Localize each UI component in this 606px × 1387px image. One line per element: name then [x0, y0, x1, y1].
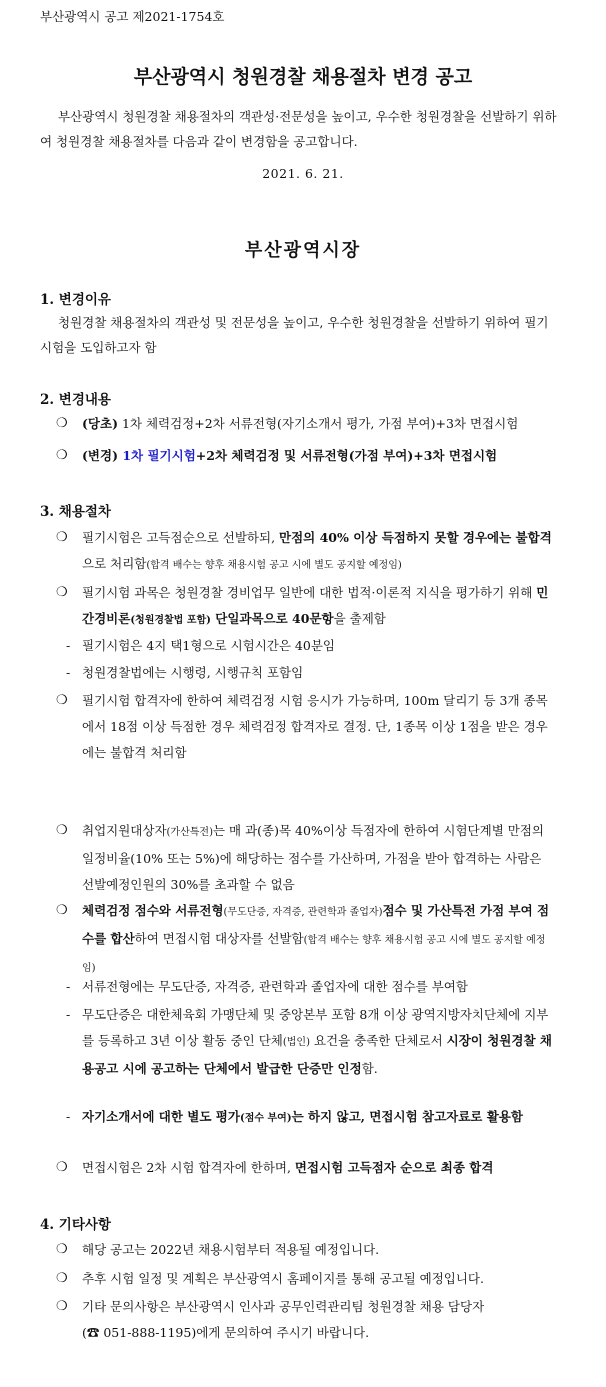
- b6-text-bold: 면접시험 고득점자 순으로 최종 합격: [294, 1160, 494, 1175]
- after-highlight: 1차 필기시험: [122, 448, 196, 463]
- procedure-bullet-1: [56, 525, 556, 579]
- b5-text-a: 체력검정 점수와 서류전형: [82, 903, 224, 918]
- b5-note-2: (합격 배수는 향후 채용시험 공고 시에 별도 공지할 예정임): [82, 935, 546, 974]
- b5-text-c: 점수 및 가산특전 가점 부여 점수를 합산: [82, 903, 550, 946]
- procedure-bullet-4: [56, 818, 556, 898]
- intro-paragraph: [40, 104, 566, 154]
- b2-question-count: 단일과목으로 40문항: [210, 611, 334, 626]
- d5-note: (점수 부여): [239, 1113, 292, 1124]
- b4-text-a: 취업지원대상자: [82, 823, 167, 838]
- b2-text-a: 필기시험 과목은 청원경찰 경비업무 일반에 대한 법적·이론적 지식을 평가하기 위해: [82, 585, 537, 600]
- dash-icon: -: [66, 979, 71, 994]
- b4-text-c: 는 매 과(종)목 40%이상 득점자에 한하여 시험단계별 만점의 일정비율(10% 또는 5%)에 해당하는 점수를 가산하며, 가점을 받아 합격하는 사람은 선발예정인원의 30%를 초과할 수 없음: [82, 823, 544, 892]
- change-before-item: [56, 411, 556, 437]
- bullet-icon: ❍: [56, 1160, 68, 1175]
- misc-bullet-3: [56, 1294, 556, 1346]
- b4-note: (가산특전): [166, 827, 213, 838]
- section-1-heading: 1. 변경이유: [40, 292, 111, 308]
- procedure-bullet-2: [56, 580, 556, 634]
- procedure-dash-1: [66, 633, 556, 659]
- section-2-heading: 2. 변경내용: [40, 392, 111, 408]
- dash-1-text: 필기시험은 4지 택1형으로 시험시간은 40분임: [82, 638, 335, 653]
- b5-note: (무도단증, 자격증, 관련학과 졸업자): [223, 907, 383, 918]
- bullet-icon: ❍: [56, 448, 68, 463]
- bullet-icon: ❍: [56, 585, 68, 600]
- b3-text: 필기시험 합격자에 한하여 체력검정 시험 응시가 가능하며, 100m 달리기 등 3개 종목에서 18점 이상 득점한 경우 체력검정 합격자로 결정. 단, 1종목 이상 1점을 받은 경우에는 불합격 처리함: [82, 693, 548, 760]
- dash-icon: -: [66, 665, 71, 680]
- misc-3-text-a: 기타 문의사항은 부산광역시 인사과 공무인력관리팀 청원경찰 채용 담당자: [82, 1299, 485, 1314]
- procedure-dash-3: [66, 974, 556, 1000]
- dash-icon: -: [66, 1007, 71, 1022]
- bullet-icon: ❍: [56, 1299, 68, 1314]
- b6-text-a: 면접시험은 2차 시험 합격자에 한하며,: [82, 1160, 295, 1175]
- d4-text-e: 함.: [361, 1061, 378, 1076]
- issuer-name: 부산광역시장: [244, 240, 362, 261]
- after-text: +2차 체력검정 및 서류전형(가점 부여)+3차 면접시험: [195, 448, 498, 463]
- document-title: 부산광역시 청원경찰 채용절차 변경 공고: [133, 66, 473, 88]
- after-label: (변경): [82, 448, 123, 463]
- section-1-text: 청원경찰 채용절차의 객관성 및 전문성을 높이고, 우수한 청원경찰을 선발하기 위하여 필기시험을 도입하고자 함: [40, 315, 549, 355]
- misc-3-contact: (☎ 051-888-1195)에게 문의하여 주시기 바랍니다.: [82, 1325, 370, 1340]
- intro-text: 부산광역시 청원경찰 채용절차의 객관성·전문성을 높이고, 우수한 청원경찰을 선발하기 위하여 청원경찰 채용절차를 다음과 같이 변경함을 공고합니다.: [40, 109, 557, 149]
- before-label: (당초): [82, 416, 118, 431]
- bullet-icon: ❍: [56, 903, 68, 918]
- b1-note: (합격 배수는 향후 채용시험 공고 시에 별도 공지할 예정임): [146, 560, 402, 571]
- announcement-date: 2021. 6. 21.: [262, 166, 344, 181]
- d4-text-a: 무도단증은 대한체육회 가맹단체 및 중앙본부 포함 8개 이상 광역지방자치단체에 지부를 등록하고 3년 이상 활동 중인 단체: [82, 1007, 549, 1048]
- d5-text-a: 자기소개서에 대한 별도 평가: [82, 1109, 240, 1124]
- b2-subject-note: (청원경찰법 포함): [130, 615, 211, 626]
- b5-text-d: 하여 면접시험 대상자를 선발함: [134, 931, 304, 946]
- d4-text-bold: 시장이 청원경찰 채용공고 시에 공고하는 단체에서 발급한 단증만 인정: [82, 1033, 552, 1076]
- document-number: 부산광역시 공고 제2021-1754호: [40, 9, 225, 24]
- dash-2-text: 청원경찰법에는 시행령, 시행규칙 포함임: [82, 665, 304, 680]
- bullet-icon: ❍: [56, 416, 68, 431]
- b1-text-bold: 만점의 40% 이상 득점하지 못할 경우에는 불합격: [279, 530, 552, 545]
- procedure-dash-2: [66, 660, 556, 686]
- section-4-heading: 4. 기타사항: [40, 1217, 111, 1233]
- dash-icon: -: [66, 638, 71, 653]
- before-text: 1차 체력검정+2차 서류전형(자기소개서 평가, 가점 부여)+3차 면접시험: [117, 416, 519, 431]
- dash-3-text: 서류전형에는 무도단증, 자격증, 관련학과 졸업자에 대한 점수를 부여함: [82, 979, 468, 994]
- procedure-bullet-5: [56, 898, 556, 982]
- procedure-bullet-6: [56, 1155, 556, 1181]
- b1-text-c: 으로 처리함: [82, 556, 147, 571]
- bullet-icon: ❍: [56, 1271, 68, 1286]
- procedure-dash-4: [66, 1002, 556, 1082]
- bullet-icon: ❍: [56, 530, 68, 545]
- d5-text-c: 는 하지 않고, 면접시험 참고자료로 활용함: [291, 1109, 523, 1124]
- procedure-bullet-3: [56, 688, 556, 766]
- misc-2-text: 추후 시험 일정 및 계획은 부산광역시 홈페이지를 통해 공고될 예정입니다.: [82, 1271, 484, 1286]
- b2-text-e: 을 출제함: [333, 611, 386, 626]
- dash-icon: -: [66, 1109, 71, 1124]
- change-after-item: [56, 443, 556, 469]
- section-3-heading: 3. 채용절차: [40, 504, 111, 520]
- bullet-icon: ❍: [56, 1242, 68, 1257]
- bullet-icon: ❍: [56, 693, 68, 708]
- misc-bullet-2: [56, 1266, 556, 1292]
- section-1-body: [40, 310, 556, 360]
- procedure-dash-5: [66, 1104, 556, 1132]
- d4-note: (법인): [282, 1037, 310, 1048]
- misc-1-text: 해당 공고는 2022년 채용시험부터 적용될 예정입니다.: [82, 1242, 380, 1257]
- bullet-icon: ❍: [56, 823, 68, 838]
- misc-bullet-1: [56, 1237, 556, 1263]
- d4-text-c: 요건을 충족한 단체로서: [309, 1033, 447, 1048]
- b2-subject: 민간경비론: [82, 585, 549, 626]
- b1-text-a: 필기시험은 고득점순으로 선발하되,: [82, 530, 280, 545]
